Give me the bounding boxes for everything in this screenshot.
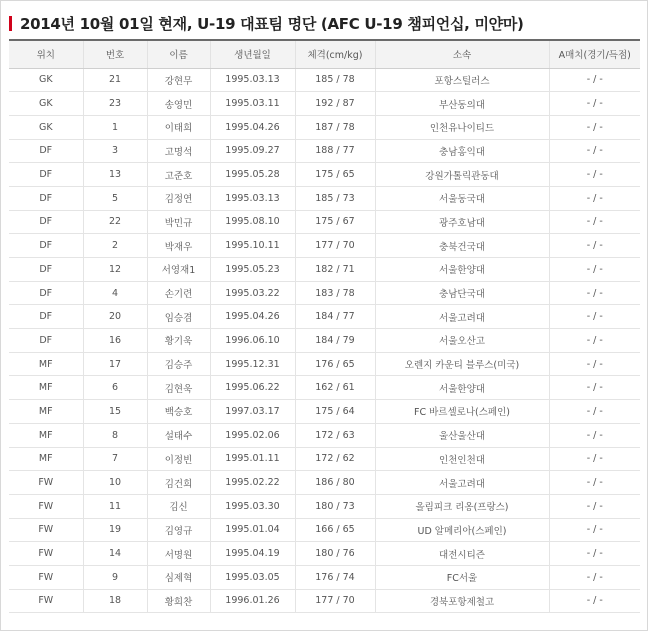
table-row (9, 376, 640, 400)
player-position: DF (9, 234, 83, 258)
player-number: 2 (83, 234, 147, 258)
player-number: 17 (83, 352, 147, 376)
player-name: 고준호 (147, 163, 210, 187)
player-club: 광주호남대 (375, 210, 549, 234)
player-a-match: - / - (549, 305, 640, 329)
player-a-match: - / - (549, 447, 640, 471)
player-name: 황기욱 (147, 329, 210, 353)
player-a-match: - / - (549, 565, 640, 589)
player-birthdate: 1995.12.31 (210, 352, 295, 376)
player-club: FC 바르셀로나(스페인) (375, 400, 549, 424)
player-club: 충북건국대 (375, 234, 549, 258)
player-birthdate: 1995.03.30 (210, 494, 295, 518)
player-position: GK (9, 115, 83, 139)
player-position: MF (9, 447, 83, 471)
player-birthdate: 1995.04.26 (210, 115, 295, 139)
player-physique: 185 / 78 (295, 68, 375, 92)
player-name: 김현욱 (147, 376, 210, 400)
player-club: FC서울 (375, 565, 549, 589)
player-birthdate: 1995.03.05 (210, 565, 295, 589)
player-number: 10 (83, 471, 147, 495)
player-position: FW (9, 518, 83, 542)
player-physique: 175 / 64 (295, 400, 375, 424)
player-position: MF (9, 376, 83, 400)
table-row (9, 115, 640, 139)
table-row (9, 400, 640, 424)
player-club: 오렌지 카운티 블루스(미국) (375, 352, 549, 376)
player-a-match: - / - (549, 258, 640, 282)
player-a-match: - / - (549, 186, 640, 210)
player-physique: 180 / 73 (295, 494, 375, 518)
table-row (9, 68, 640, 92)
table-row (9, 352, 640, 376)
player-number: 21 (83, 68, 147, 92)
player-birthdate: 1995.09.27 (210, 139, 295, 163)
player-number: 14 (83, 542, 147, 566)
player-name: 송영민 (147, 92, 210, 116)
table-row (9, 281, 640, 305)
player-position: FW (9, 589, 83, 613)
player-name: 강현무 (147, 68, 210, 92)
player-birthdate: 1997.03.17 (210, 400, 295, 424)
player-physique: 180 / 76 (295, 542, 375, 566)
player-club: 올림피크 리옹(프랑스) (375, 494, 549, 518)
player-physique: 177 / 70 (295, 589, 375, 613)
table-row (9, 565, 640, 589)
player-a-match: - / - (549, 423, 640, 447)
player-club: 충남단국대 (375, 281, 549, 305)
page-title: 2014년 10월 01일 현재, U-19 대표팀 명단 (AFC U-19 챔피언십, 미얀마) (20, 14, 524, 33)
player-physique: 186 / 80 (295, 471, 375, 495)
player-physique: 166 / 65 (295, 518, 375, 542)
player-a-match: - / - (549, 542, 640, 566)
player-physique: 176 / 65 (295, 352, 375, 376)
player-birthdate: 1995.03.13 (210, 68, 295, 92)
roster-table (9, 39, 640, 613)
player-name: 김승주 (147, 352, 210, 376)
player-a-match: - / - (549, 163, 640, 187)
player-number: 7 (83, 447, 147, 471)
player-name: 박재우 (147, 234, 210, 258)
table-row (9, 234, 640, 258)
player-birthdate: 1995.05.23 (210, 258, 295, 282)
player-a-match: - / - (549, 471, 640, 495)
player-physique: 175 / 67 (295, 210, 375, 234)
player-a-match: - / - (549, 115, 640, 139)
player-name: 김정연 (147, 186, 210, 210)
player-a-match: - / - (549, 281, 640, 305)
column-header-name: 이름 (147, 40, 210, 68)
player-number: 18 (83, 589, 147, 613)
player-name: 이정빈 (147, 447, 210, 471)
player-position: DF (9, 163, 83, 187)
player-number: 11 (83, 494, 147, 518)
player-position: MF (9, 400, 83, 424)
player-number: 12 (83, 258, 147, 282)
player-position: GK (9, 92, 83, 116)
player-position: DF (9, 305, 83, 329)
player-physique: 175 / 65 (295, 163, 375, 187)
table-row (9, 589, 640, 613)
player-club: 인천유나이티드 (375, 115, 549, 139)
table-row (9, 258, 640, 282)
player-birthdate: 1996.06.10 (210, 329, 295, 353)
player-physique: 184 / 79 (295, 329, 375, 353)
table-header-row (9, 40, 640, 68)
player-club: 서울한양대 (375, 376, 549, 400)
column-header-club: 소속 (375, 40, 549, 68)
player-birthdate: 1995.03.11 (210, 92, 295, 116)
roster-table-wrap (9, 39, 640, 613)
player-name: 백승호 (147, 400, 210, 424)
player-name: 황희찬 (147, 589, 210, 613)
player-position: FW (9, 494, 83, 518)
player-name: 김건희 (147, 471, 210, 495)
table-row (9, 447, 640, 471)
table-row (9, 92, 640, 116)
player-number: 6 (83, 376, 147, 400)
player-physique: 184 / 77 (295, 305, 375, 329)
player-a-match: - / - (549, 68, 640, 92)
column-header-position: 위치 (9, 40, 83, 68)
player-number: 20 (83, 305, 147, 329)
player-a-match: - / - (549, 352, 640, 376)
player-number: 15 (83, 400, 147, 424)
player-physique: 183 / 78 (295, 281, 375, 305)
player-birthdate: 1995.01.11 (210, 447, 295, 471)
player-birthdate: 1995.10.11 (210, 234, 295, 258)
table-row (9, 423, 640, 447)
player-a-match: - / - (549, 589, 640, 613)
player-a-match: - / - (549, 234, 640, 258)
player-a-match: - / - (549, 139, 640, 163)
table-row (9, 542, 640, 566)
table-row (9, 305, 640, 329)
player-a-match: - / - (549, 400, 640, 424)
column-header-number: 번호 (83, 40, 147, 68)
player-name: 임승겸 (147, 305, 210, 329)
player-position: MF (9, 352, 83, 376)
player-number: 8 (83, 423, 147, 447)
player-a-match: - / - (549, 210, 640, 234)
table-row (9, 186, 640, 210)
player-physique: 185 / 73 (295, 186, 375, 210)
table-row (9, 329, 640, 353)
player-position: DF (9, 281, 83, 305)
player-birthdate: 1995.02.22 (210, 471, 295, 495)
player-club: UD 알메리아(스페인) (375, 518, 549, 542)
player-club: 서울한양대 (375, 258, 549, 282)
player-club: 부산동의대 (375, 92, 549, 116)
player-position: DF (9, 258, 83, 282)
player-a-match: - / - (549, 92, 640, 116)
player-name: 심제혁 (147, 565, 210, 589)
player-physique: 172 / 63 (295, 423, 375, 447)
player-number: 19 (83, 518, 147, 542)
table-row (9, 139, 640, 163)
player-birthdate: 1995.06.22 (210, 376, 295, 400)
player-position: FW (9, 565, 83, 589)
player-name: 서영재1 (147, 258, 210, 282)
player-physique: 172 / 62 (295, 447, 375, 471)
player-a-match: - / - (549, 376, 640, 400)
player-physique: 162 / 61 (295, 376, 375, 400)
player-position: GK (9, 68, 83, 92)
player-club: 서울고려대 (375, 305, 549, 329)
player-club: 서울오산고 (375, 329, 549, 353)
table-row (9, 163, 640, 187)
player-name: 김영규 (147, 518, 210, 542)
player-number: 22 (83, 210, 147, 234)
player-birthdate: 1995.03.13 (210, 186, 295, 210)
player-club: 대전시티즌 (375, 542, 549, 566)
player-position: FW (9, 542, 83, 566)
table-row (9, 494, 640, 518)
player-number: 4 (83, 281, 147, 305)
player-birthdate: 1995.02.06 (210, 423, 295, 447)
player-club: 경북포항제철고 (375, 589, 549, 613)
player-number: 5 (83, 186, 147, 210)
player-position: DF (9, 210, 83, 234)
player-club: 포항스틸러스 (375, 68, 549, 92)
player-number: 3 (83, 139, 147, 163)
player-club: 충남홍익대 (375, 139, 549, 163)
player-a-match: - / - (549, 329, 640, 353)
player-a-match: - / - (549, 494, 640, 518)
player-physique: 188 / 77 (295, 139, 375, 163)
player-birthdate: 1995.08.10 (210, 210, 295, 234)
player-position: FW (9, 471, 83, 495)
player-birthdate: 1995.03.22 (210, 281, 295, 305)
player-physique: 177 / 70 (295, 234, 375, 258)
player-number: 16 (83, 329, 147, 353)
player-name: 이태희 (147, 115, 210, 139)
player-name: 김신 (147, 494, 210, 518)
player-birthdate: 1996.01.26 (210, 589, 295, 613)
player-name: 고명석 (147, 139, 210, 163)
player-name: 서명원 (147, 542, 210, 566)
player-position: MF (9, 423, 83, 447)
player-club: 강원가톨릭관동대 (375, 163, 549, 187)
player-position: DF (9, 329, 83, 353)
player-name: 박민규 (147, 210, 210, 234)
player-birthdate: 1995.04.26 (210, 305, 295, 329)
player-position: DF (9, 186, 83, 210)
column-header-physique: 체격(cm/kg) (295, 40, 375, 68)
player-physique: 176 / 74 (295, 565, 375, 589)
player-number: 9 (83, 565, 147, 589)
column-header-a-match: A매치(경기/득점) (549, 40, 640, 68)
player-club: 서울동국대 (375, 186, 549, 210)
table-row (9, 471, 640, 495)
player-birthdate: 1995.01.04 (210, 518, 295, 542)
title-marker (9, 16, 12, 31)
player-club: 서울고려대 (375, 471, 549, 495)
player-physique: 192 / 87 (295, 92, 375, 116)
player-physique: 187 / 78 (295, 115, 375, 139)
player-birthdate: 1995.04.19 (210, 542, 295, 566)
player-number: 13 (83, 163, 147, 187)
player-name: 손기련 (147, 281, 210, 305)
column-header-birthdate: 생년월일 (210, 40, 295, 68)
player-club: 인천인천대 (375, 447, 549, 471)
player-number: 1 (83, 115, 147, 139)
player-club: 울산울산대 (375, 423, 549, 447)
player-birthdate: 1995.05.28 (210, 163, 295, 187)
player-position: DF (9, 139, 83, 163)
player-number: 23 (83, 92, 147, 116)
title-bar (9, 11, 524, 35)
player-a-match: - / - (549, 518, 640, 542)
table-row (9, 518, 640, 542)
player-name: 설태수 (147, 423, 210, 447)
table-row (9, 210, 640, 234)
player-physique: 182 / 71 (295, 258, 375, 282)
